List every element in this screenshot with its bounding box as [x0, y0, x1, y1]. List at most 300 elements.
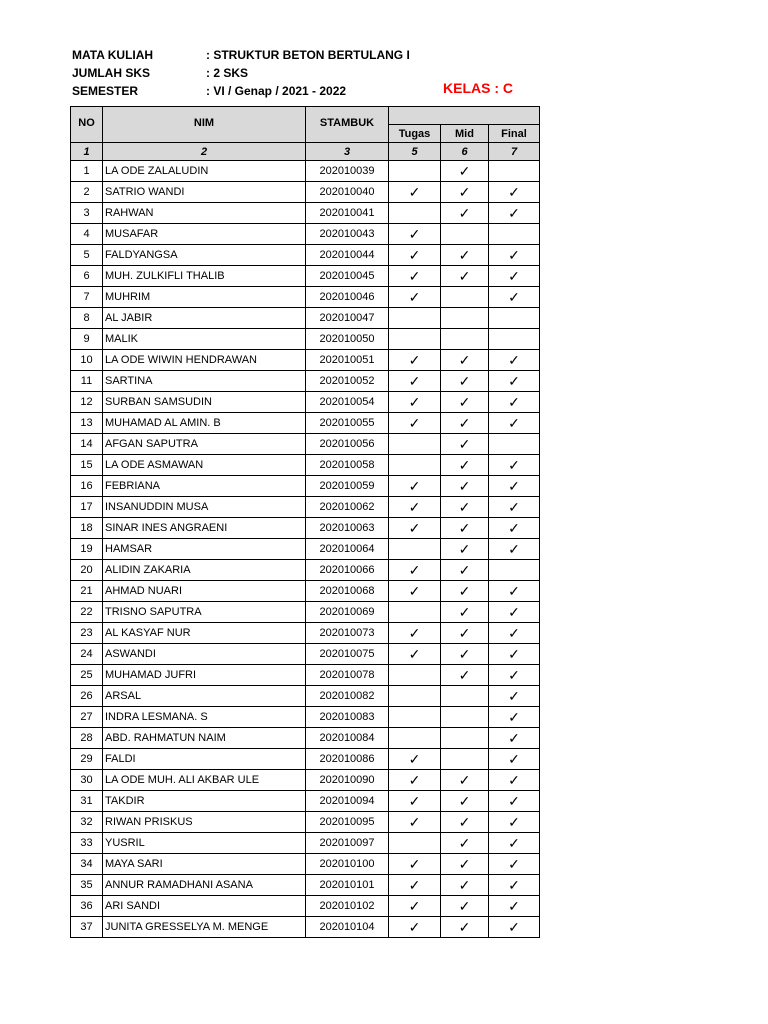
col-number-7: 7: [489, 143, 540, 161]
check-mark-icon: ✓: [408, 520, 421, 536]
check-mark-icon: ✓: [458, 604, 471, 620]
check-final: [489, 623, 540, 644]
student-name: ASWANDI: [103, 644, 306, 665]
col-header-mid: Mid: [441, 125, 489, 143]
student-stambuk: 202010101: [306, 875, 389, 896]
student-stambuk: 202010058: [306, 455, 389, 476]
check-final: [489, 560, 540, 581]
student-stambuk: 202010066: [306, 560, 389, 581]
row-number: 26: [71, 686, 103, 707]
check-mark-icon: ✓: [408, 478, 421, 494]
student-name: MALIK: [103, 329, 306, 350]
student-stambuk: 202010078: [306, 665, 389, 686]
row-number: 23: [71, 623, 103, 644]
check-mid: [441, 455, 489, 476]
row-number: 2: [71, 182, 103, 203]
check-mark-icon: ✓: [508, 856, 520, 872]
row-number: 14: [71, 434, 103, 455]
student-name: LA ODE ASMAWAN: [103, 455, 306, 476]
check-mark-icon: ✓: [408, 625, 421, 641]
table-row: [71, 203, 540, 224]
check-final: [489, 329, 540, 350]
student-name: LA ODE MUH. ALI AKBAR ULE: [103, 770, 306, 791]
row-number: 35: [71, 875, 103, 896]
check-tugas: [389, 749, 441, 770]
check-mark-icon: ✓: [458, 394, 471, 410]
table-row: [71, 560, 540, 581]
row-number: 34: [71, 854, 103, 875]
row-number: 13: [71, 413, 103, 434]
check-mark-icon: ✓: [458, 646, 471, 662]
check-tugas: [389, 161, 441, 182]
table-row: [71, 896, 540, 917]
check-final: [489, 413, 540, 434]
check-final: [489, 917, 540, 938]
student-name: FALDYANGSA: [103, 245, 306, 266]
check-mid: [441, 854, 489, 875]
check-final: [489, 455, 540, 476]
check-mid: [441, 581, 489, 602]
row-number: 37: [71, 917, 103, 938]
student-name: AHMAD NUARI: [103, 581, 306, 602]
student-name: ARSAL: [103, 686, 306, 707]
check-mid: [441, 245, 489, 266]
check-mark-icon: ✓: [458, 184, 471, 200]
table-row: [71, 497, 540, 518]
check-mid: [441, 287, 489, 308]
student-name: SATRIO WANDI: [103, 182, 306, 203]
course-label: MATA KULIAH: [72, 48, 154, 62]
check-mark-icon: ✓: [458, 919, 471, 935]
check-tugas: [389, 413, 441, 434]
check-tugas: [389, 497, 441, 518]
student-name: ANNUR RAMADHANI ASANA: [103, 875, 306, 896]
check-mark-icon: ✓: [458, 436, 471, 452]
student-stambuk: 202010084: [306, 728, 389, 749]
check-tugas: [389, 224, 441, 245]
check-tugas: [389, 329, 441, 350]
col-number-2: 2: [103, 143, 306, 161]
check-tugas: [389, 707, 441, 728]
student-stambuk: 202010047: [306, 308, 389, 329]
semester-value: : VI / Genap / 2021 - 2022: [206, 84, 347, 98]
table-row: [71, 623, 540, 644]
table-row: [71, 833, 540, 854]
check-mark-icon: ✓: [458, 499, 471, 515]
check-mid: [441, 350, 489, 371]
check-mid: [441, 518, 489, 539]
table-row: [71, 308, 540, 329]
check-mark-icon: ✓: [408, 352, 421, 368]
check-mark-icon: ✓: [458, 583, 471, 599]
check-final: [489, 350, 540, 371]
check-mid: [441, 791, 489, 812]
check-mark-icon: ✓: [458, 793, 471, 809]
row-number: 10: [71, 350, 103, 371]
check-mark-icon: ✓: [508, 793, 520, 809]
check-mark-icon: ✓: [408, 751, 421, 767]
student-stambuk: 202010046: [306, 287, 389, 308]
student-stambuk: 202010043: [306, 224, 389, 245]
check-tugas: [389, 602, 441, 623]
student-stambuk: 202010097: [306, 833, 389, 854]
col-header-stambuk: STAMBUK: [306, 107, 389, 143]
check-mid: [441, 434, 489, 455]
check-mark-icon: ✓: [508, 184, 520, 200]
check-mark-icon: ✓: [458, 163, 471, 179]
row-number: 36: [71, 896, 103, 917]
check-mark-icon: ✓: [508, 814, 520, 830]
student-name: ABD. RAHMATUN NAIM: [103, 728, 306, 749]
row-number: 8: [71, 308, 103, 329]
table-row: [71, 602, 540, 623]
check-mark-icon: ✓: [508, 709, 520, 725]
check-mark-icon: ✓: [508, 268, 520, 284]
table-row: [71, 686, 540, 707]
course-value: : STRUKTUR BETON BERTULANG I: [206, 48, 410, 62]
check-mark-icon: ✓: [508, 919, 520, 935]
check-mid: [441, 266, 489, 287]
check-mid: [441, 497, 489, 518]
col-number-6: 6: [441, 143, 489, 161]
check-final: [489, 434, 540, 455]
row-number: 25: [71, 665, 103, 686]
check-mark-icon: ✓: [508, 205, 520, 221]
student-stambuk: 202010075: [306, 644, 389, 665]
student-name: YUSRIL: [103, 833, 306, 854]
check-mark-icon: ✓: [408, 373, 421, 389]
check-mark-icon: ✓: [458, 520, 471, 536]
row-number: 24: [71, 644, 103, 665]
check-mid: [441, 896, 489, 917]
row-number: 5: [71, 245, 103, 266]
student-stambuk: 202010095: [306, 812, 389, 833]
check-tugas: [389, 854, 441, 875]
check-mark-icon: ✓: [408, 583, 421, 599]
table-row: [71, 455, 540, 476]
table-row: [71, 644, 540, 665]
row-number: 11: [71, 371, 103, 392]
check-mid: [441, 770, 489, 791]
check-mid: [441, 665, 489, 686]
table-row: [71, 707, 540, 728]
student-stambuk: 202010045: [306, 266, 389, 287]
check-final: [489, 539, 540, 560]
check-tugas: [389, 245, 441, 266]
check-tugas: [389, 728, 441, 749]
student-stambuk: 202010068: [306, 581, 389, 602]
check-tugas: [389, 203, 441, 224]
check-mark-icon: ✓: [458, 415, 471, 431]
check-mark-icon: ✓: [408, 247, 421, 263]
row-number: 27: [71, 707, 103, 728]
table-row: [71, 812, 540, 833]
col-number-3: 3: [306, 143, 389, 161]
check-mark-icon: ✓: [408, 919, 421, 935]
check-mark-icon: ✓: [408, 499, 421, 515]
check-final: [489, 476, 540, 497]
check-tugas: [389, 308, 441, 329]
student-stambuk: 202010044: [306, 245, 389, 266]
check-mid: [441, 602, 489, 623]
check-tugas: [389, 371, 441, 392]
student-name: SARTINA: [103, 371, 306, 392]
check-final: [489, 392, 540, 413]
check-final: [489, 875, 540, 896]
check-mark-icon: ✓: [408, 793, 421, 809]
table-row: [71, 791, 540, 812]
table-row: [71, 434, 540, 455]
check-mark-icon: ✓: [408, 226, 421, 242]
student-stambuk: 202010094: [306, 791, 389, 812]
student-name: INSANUDDIN MUSA: [103, 497, 306, 518]
check-mark-icon: ✓: [458, 625, 471, 641]
student-stambuk: 202010063: [306, 518, 389, 539]
check-tugas: [389, 791, 441, 812]
check-mark-icon: ✓: [408, 184, 421, 200]
student-stambuk: 202010051: [306, 350, 389, 371]
student-name: MUHRIM: [103, 287, 306, 308]
col-group-header: [389, 107, 540, 125]
student-name: JUNITA GRESSELYA M. MENGE: [103, 917, 306, 938]
table-row: [71, 476, 540, 497]
check-mid: [441, 161, 489, 182]
row-number: 9: [71, 329, 103, 350]
check-mark-icon: ✓: [508, 835, 520, 851]
attendance-table: [70, 106, 540, 938]
check-mid: [441, 476, 489, 497]
row-number: 17: [71, 497, 103, 518]
check-mark-icon: ✓: [408, 268, 421, 284]
student-name: FEBRIANA: [103, 476, 306, 497]
check-final: [489, 812, 540, 833]
student-name: MUSAFAR: [103, 224, 306, 245]
check-mid: [441, 833, 489, 854]
student-name: SURBAN SAMSUDIN: [103, 392, 306, 413]
check-mark-icon: ✓: [458, 541, 471, 557]
check-final: [489, 854, 540, 875]
row-number: 16: [71, 476, 103, 497]
check-mid: [441, 644, 489, 665]
row-number: 3: [71, 203, 103, 224]
student-stambuk: 202010056: [306, 434, 389, 455]
table-row: [71, 287, 540, 308]
check-mark-icon: ✓: [508, 688, 520, 704]
check-mark-icon: ✓: [458, 373, 471, 389]
col-header-nim: NIM: [103, 107, 306, 143]
check-tugas: [389, 644, 441, 665]
check-final: [489, 728, 540, 749]
check-mark-icon: ✓: [408, 289, 421, 305]
check-mid: [441, 812, 489, 833]
check-mark-icon: ✓: [508, 583, 520, 599]
check-mark-icon: ✓: [458, 352, 471, 368]
col-number-1: 1: [71, 143, 103, 161]
row-number: 1: [71, 161, 103, 182]
table-row: [71, 266, 540, 287]
check-final: [489, 308, 540, 329]
col-header-tugas: Tugas: [389, 125, 441, 143]
check-final: [489, 581, 540, 602]
table-row: [71, 728, 540, 749]
check-mark-icon: ✓: [458, 562, 471, 578]
check-mid: [441, 203, 489, 224]
check-final: [489, 833, 540, 854]
student-stambuk: 202010100: [306, 854, 389, 875]
check-mark-icon: ✓: [408, 772, 421, 788]
student-stambuk: 202010050: [306, 329, 389, 350]
student-name: LA ODE WIWIN HENDRAWAN: [103, 350, 306, 371]
check-tugas: [389, 896, 441, 917]
kelas-label: KELAS : C: [443, 80, 513, 96]
student-stambuk: 202010082: [306, 686, 389, 707]
check-mid: [441, 308, 489, 329]
check-final: [489, 371, 540, 392]
table-row: [71, 539, 540, 560]
table-row: [71, 665, 540, 686]
check-mark-icon: ✓: [508, 247, 520, 263]
student-name: TRISNO SAPUTRA: [103, 602, 306, 623]
check-tugas: [389, 833, 441, 854]
sks-value: : 2 SKS: [206, 66, 249, 80]
student-name: ALIDIN ZAKARIA: [103, 560, 306, 581]
table-row: [71, 350, 540, 371]
check-tugas: [389, 560, 441, 581]
table-row: [71, 770, 540, 791]
row-number: 19: [71, 539, 103, 560]
check-mark-icon: ✓: [458, 772, 471, 788]
check-tugas: [389, 266, 441, 287]
check-tugas: [389, 875, 441, 896]
check-tugas: [389, 392, 441, 413]
check-mid: [441, 182, 489, 203]
check-mid: [441, 875, 489, 896]
student-name: FALDI: [103, 749, 306, 770]
table-row: [71, 581, 540, 602]
student-stambuk: 202010041: [306, 203, 389, 224]
check-final: [489, 791, 540, 812]
check-mark-icon: ✓: [408, 415, 421, 431]
student-stambuk: 202010069: [306, 602, 389, 623]
check-mark-icon: ✓: [508, 646, 520, 662]
check-tugas: [389, 686, 441, 707]
table-row: [71, 749, 540, 770]
check-mid: [441, 686, 489, 707]
check-final: [489, 686, 540, 707]
check-mark-icon: ✓: [408, 814, 421, 830]
check-mark-icon: ✓: [508, 415, 520, 431]
check-final: [489, 602, 540, 623]
check-final: [489, 518, 540, 539]
student-stambuk: 202010040: [306, 182, 389, 203]
check-mark-icon: ✓: [408, 877, 421, 893]
table-body: [71, 161, 540, 938]
check-final: [489, 182, 540, 203]
check-mark-icon: ✓: [408, 898, 421, 914]
check-mark-icon: ✓: [458, 835, 471, 851]
check-mid: [441, 392, 489, 413]
check-tugas: [389, 623, 441, 644]
col-header-no: NO: [71, 107, 103, 143]
student-stambuk: 202010062: [306, 497, 389, 518]
check-mark-icon: ✓: [408, 856, 421, 872]
check-mark-icon: ✓: [508, 499, 520, 515]
student-stambuk: 202010039: [306, 161, 389, 182]
check-mid: [441, 707, 489, 728]
student-stambuk: 202010086: [306, 749, 389, 770]
student-name: HAMSAR: [103, 539, 306, 560]
student-name: AL JABIR: [103, 308, 306, 329]
row-number: 18: [71, 518, 103, 539]
check-mark-icon: ✓: [508, 772, 520, 788]
check-mid: [441, 413, 489, 434]
check-mark-icon: ✓: [408, 646, 421, 662]
check-mark-icon: ✓: [508, 898, 520, 914]
student-name: MUH. ZULKIFLI THALIB: [103, 266, 306, 287]
check-mark-icon: ✓: [458, 856, 471, 872]
table-row: [71, 161, 540, 182]
check-mark-icon: ✓: [458, 247, 471, 263]
check-mark-icon: ✓: [508, 667, 520, 683]
check-final: [489, 749, 540, 770]
student-stambuk: 202010055: [306, 413, 389, 434]
table-row: [71, 413, 540, 434]
check-mark-icon: ✓: [508, 457, 520, 473]
check-tugas: [389, 812, 441, 833]
check-mark-icon: ✓: [508, 289, 520, 305]
check-mark-icon: ✓: [458, 457, 471, 473]
check-tugas: [389, 182, 441, 203]
student-name: ARI SANDI: [103, 896, 306, 917]
check-mark-icon: ✓: [508, 625, 520, 641]
student-name: SINAR INES ANGRAENI: [103, 518, 306, 539]
check-mid: [441, 917, 489, 938]
check-tugas: [389, 581, 441, 602]
check-mark-icon: ✓: [508, 541, 520, 557]
check-mid: [441, 728, 489, 749]
check-tugas: [389, 476, 441, 497]
check-tugas: [389, 518, 441, 539]
check-final: [489, 644, 540, 665]
check-mark-icon: ✓: [458, 667, 471, 683]
check-final: [489, 287, 540, 308]
check-final: [489, 497, 540, 518]
row-number: 20: [71, 560, 103, 581]
row-number: 21: [71, 581, 103, 602]
check-mark-icon: ✓: [458, 877, 471, 893]
check-tugas: [389, 665, 441, 686]
check-mark-icon: ✓: [508, 352, 520, 368]
student-stambuk: 202010073: [306, 623, 389, 644]
check-tugas: [389, 770, 441, 791]
student-name: TAKDIR: [103, 791, 306, 812]
table-row: [71, 392, 540, 413]
check-tugas: [389, 455, 441, 476]
check-final: [489, 161, 540, 182]
student-stambuk: 202010083: [306, 707, 389, 728]
sks-label: JUMLAH SKS: [72, 66, 151, 80]
check-final: [489, 896, 540, 917]
student-stambuk: 202010052: [306, 371, 389, 392]
check-mark-icon: ✓: [458, 814, 471, 830]
check-mid: [441, 560, 489, 581]
table-row: [71, 371, 540, 392]
check-mark-icon: ✓: [508, 751, 520, 767]
row-number: 29: [71, 749, 103, 770]
check-tugas: [389, 917, 441, 938]
student-name: AL KASYAF NUR: [103, 623, 306, 644]
student-name: LA ODE ZALALUDIN: [103, 161, 306, 182]
